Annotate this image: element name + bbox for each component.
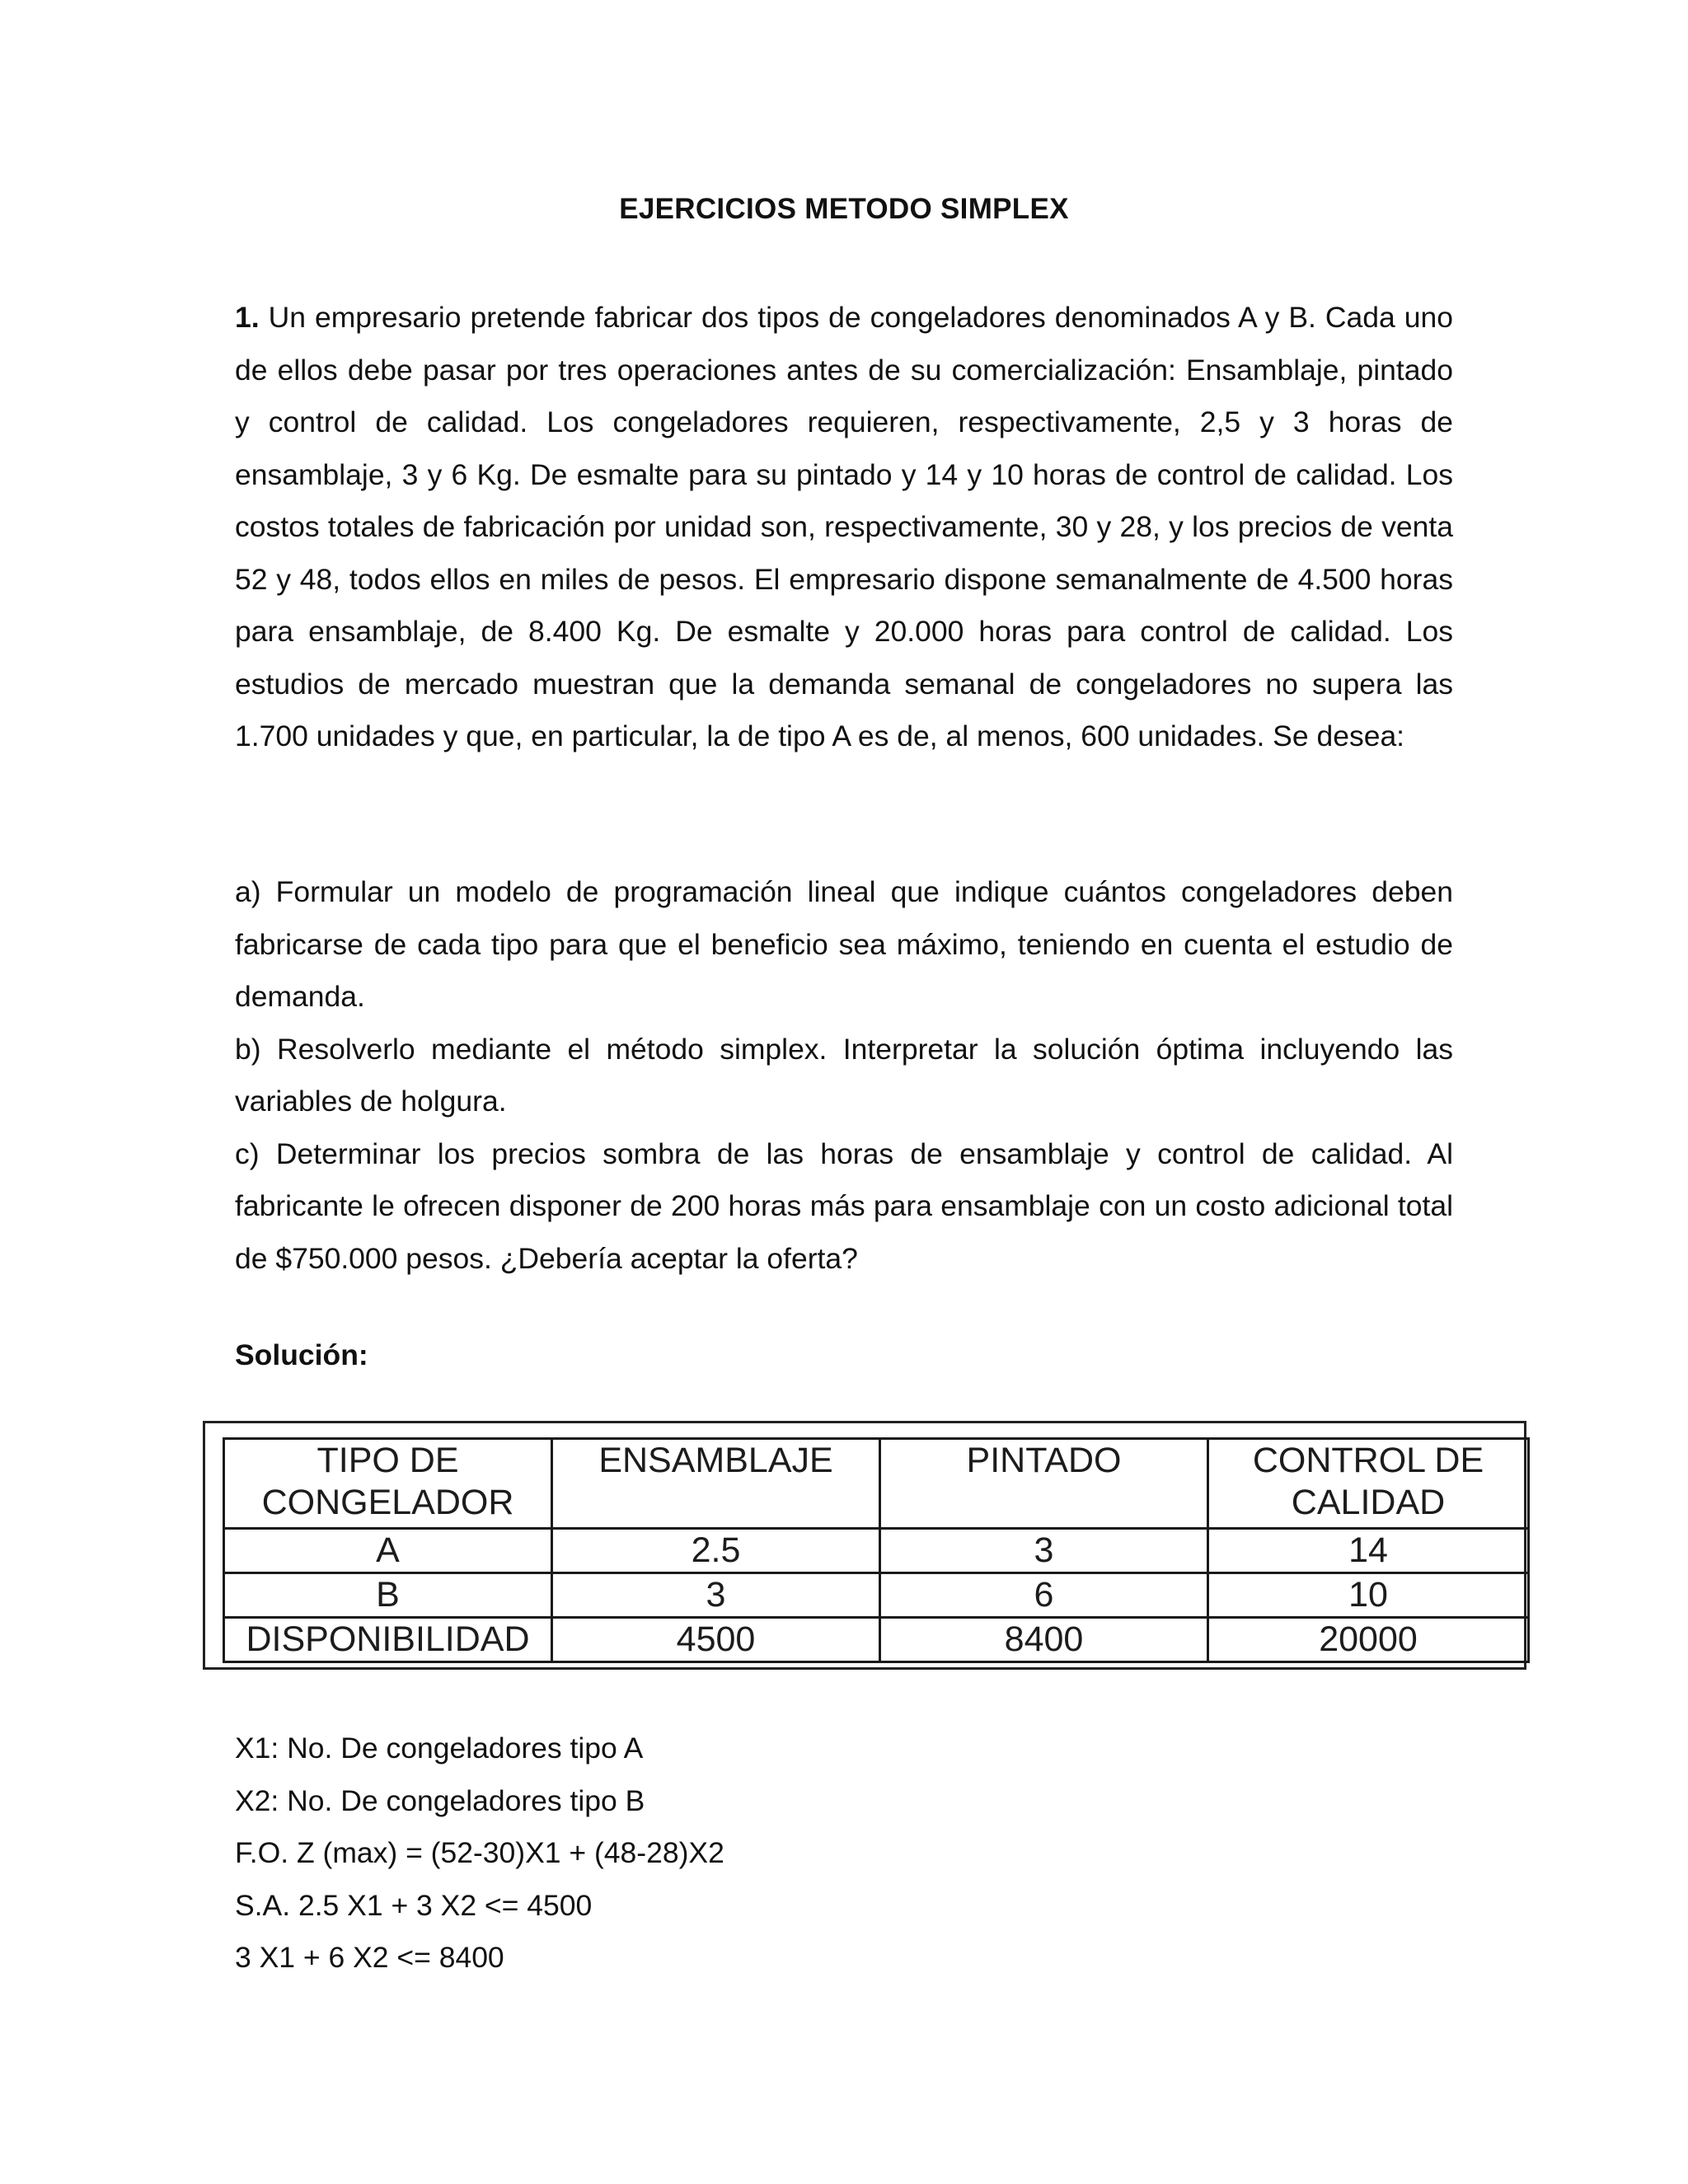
table-cell: 3 — [880, 1529, 1208, 1573]
problem-number: 1. — [235, 301, 260, 334]
model-line-constraint-1: S.A. 2.5 X1 + 3 X2 <= 4500 — [235, 1888, 593, 1922]
table-cell: 20000 — [1208, 1618, 1529, 1662]
header-tipo-congelador: TIPO DE CONGELADOR — [224, 1439, 552, 1529]
table-cell: B — [224, 1573, 552, 1618]
table-cell: 6 — [880, 1573, 1208, 1618]
table-row — [224, 1573, 1529, 1618]
model-line-constraint-2: 3 X1 + 6 X2 <= 8400 — [235, 1941, 504, 1974]
table-cell: A — [224, 1529, 552, 1573]
header-ensamblaje: ENSAMBLAJE — [552, 1439, 880, 1529]
model-line-x2: X2: No. De congeladores tipo B — [235, 1783, 645, 1817]
problem-statement — [235, 292, 1453, 763]
table-row — [224, 1618, 1529, 1662]
table-cell: DISPONIBILIDAD — [224, 1618, 552, 1662]
model-formulation — [235, 1722, 724, 1985]
model-line-objective: F.O. Z (max) = (52-30)X1 + (48-28)X2 — [235, 1836, 724, 1869]
table-cell: 8400 — [880, 1618, 1208, 1662]
solution-heading: Solución: — [235, 1338, 368, 1371]
table-cell: 2.5 — [552, 1529, 880, 1573]
questions-list — [235, 866, 1453, 1285]
table-cell: 4500 — [552, 1618, 880, 1662]
table-cell: 3 — [552, 1573, 880, 1618]
header-control-calidad: CONTROL DE CALIDAD — [1208, 1439, 1529, 1529]
table-row — [224, 1529, 1529, 1573]
table-cell: 10 — [1208, 1573, 1529, 1618]
question-a: a) Formular un modelo de programación lineal que indique cuántos congeladores deben fabricarse de cada tipo para que el beneficio sea máximo, teniendo en cuenta el estudio de demanda. — [235, 875, 1453, 1013]
document-title: EJERCICIOS METODO SIMPLEX — [619, 193, 1069, 225]
question-c: c) Determinar los precios sombra de las horas de ensamblaje y control de calidad. Al fabricante le ofrecen disponer de 200 horas más para ensamblaje con un costo adicional total de $750.000 pesos. ¿Debería aceptar la oferta? — [235, 1137, 1453, 1275]
problem-paragraph — [235, 292, 1453, 763]
model-line-x1: X1: No. De congeladores tipo A — [235, 1732, 644, 1765]
table-header-row — [224, 1439, 1529, 1529]
data-table — [223, 1437, 1530, 1663]
header-pintado: PINTADO — [880, 1439, 1208, 1529]
table-cell: 14 — [1208, 1529, 1529, 1573]
problem-text: Un empresario pretende fabricar dos tipos de congeladores denominados A y B. Cada uno de ellos debe pasar por tres operaciones antes de su comercialización: Ensamblaje, pintado y control de calidad. Los congeladores requieren, respectivamente, 2,5 y 3 horas de ensamblaje, 3 y 6 Kg. De esmalte para su pintado y 14 y 10 horas de control de calidad. Los costos totales de fabricación por unidad son, respectivamente, 30 y 28, y los precios de venta 52 y 48, todos ellos en miles de pesos. El empresario dispone semanalmente de 4.500 horas para ensamblaje, de 8.400 Kg. De esmalte y 20.000 horas para control de calidad. Los estudios de mercado muestran que la demanda semanal de congeladores no supera las 1.700 unidades y que, en particular, la de tipo A es de, al menos, 600 unidades. Se desea: — [235, 301, 1453, 752]
question-b: b) Resolverlo mediante el método simplex. Interpretar la solución óptima incluyendo las variables de holgura. — [235, 1032, 1453, 1118]
